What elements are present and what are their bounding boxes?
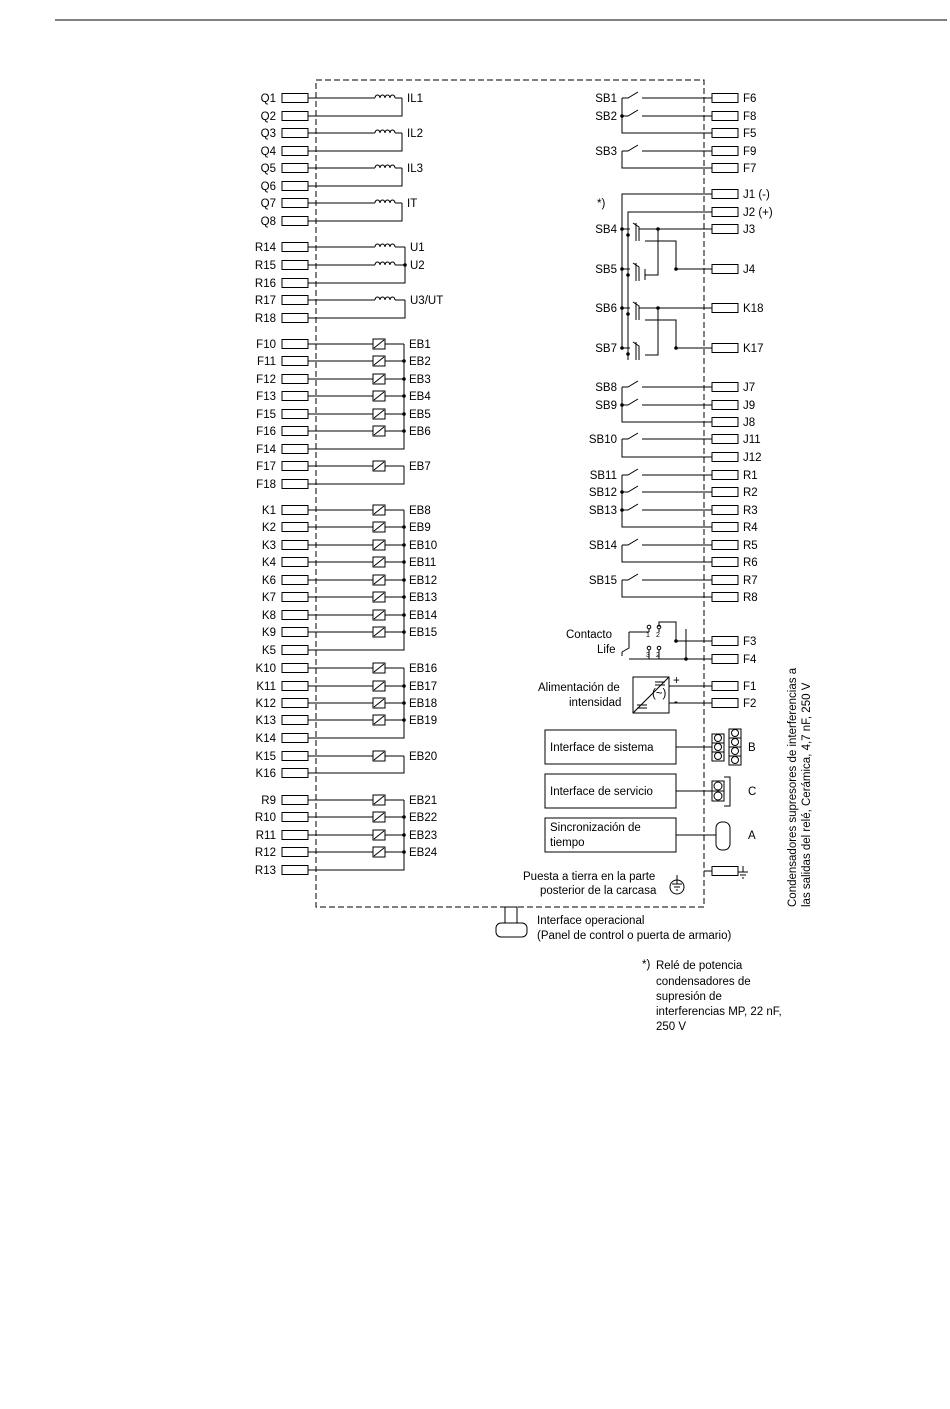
wire: [316, 300, 405, 318]
transformer-label: IL2: [407, 128, 423, 140]
left-terminal-label: F16: [256, 426, 276, 438]
right-terminal-label: F6: [743, 93, 757, 105]
left-terminal-label: K11: [256, 681, 276, 693]
interface-sync-port: A: [748, 830, 756, 842]
connector-b-hole: [715, 744, 722, 751]
left-terminal-label: F14: [256, 444, 276, 456]
binary-input-label: EB20: [409, 751, 438, 763]
binary-input-label: EB3: [409, 374, 431, 386]
right-terminal-label: F4: [743, 654, 757, 666]
left-terminal-label: K2: [261, 522, 276, 534]
relay-label: SB11: [589, 470, 617, 482]
left-terminal-block: [282, 506, 308, 515]
relay-contact: [622, 539, 704, 545]
binary-input-label: EB4: [409, 391, 431, 403]
wire: [316, 133, 402, 151]
junction-dot: [626, 312, 630, 316]
left-terminal-label: R9: [261, 795, 276, 807]
left-terminal-label: R12: [254, 847, 276, 859]
left-terminal-label: K10: [255, 663, 276, 675]
binary-input-label: EB10: [409, 540, 438, 552]
left-terminal-block: [282, 734, 308, 743]
relay-label: SB5: [595, 264, 617, 276]
coil-symbol: [375, 95, 395, 98]
left-terminal-label: K4: [261, 557, 276, 569]
junction-dot: [626, 273, 630, 277]
binary-input-label: EB19: [409, 715, 438, 727]
left-terminal-block: [282, 314, 308, 323]
right-terminal-block: [712, 471, 738, 480]
right-terminal-block: [712, 112, 738, 121]
left-terminal-label: K7: [261, 592, 276, 604]
left-terminal-block: [282, 682, 308, 691]
relay-label: SB8: [595, 382, 617, 394]
left-terminal-block: [282, 716, 308, 725]
right-terminal-label: R3: [743, 505, 758, 517]
transformer-label: U2: [410, 260, 425, 272]
relay-contact: [622, 381, 704, 387]
binary-input-label: EB8: [409, 505, 431, 517]
left-terminal-block: [282, 752, 308, 761]
left-terminal-block: [282, 261, 308, 270]
left-terminal-block: [282, 94, 308, 103]
operational-label-2: (Panel de control o puerta de armario): [537, 930, 732, 942]
binary-input-label: EB9: [409, 522, 431, 534]
transformer-label: U1: [410, 242, 425, 254]
left-terminal-block: [282, 611, 308, 620]
right-terminal-label: F2: [743, 698, 757, 710]
transformer-label: IL1: [407, 93, 423, 105]
earth-symbol: [738, 866, 748, 878]
left-terminal-block: [282, 375, 308, 384]
relay-contact: [622, 574, 704, 580]
footnote-line: 250 V: [656, 1021, 687, 1033]
left-terminal-label: K6: [261, 575, 276, 587]
junction-dot: [626, 233, 630, 237]
left-terminal-label: F18: [256, 479, 276, 491]
earth-label-1: Puesta a tierra en la parte: [523, 871, 656, 883]
right-terminal-block: [712, 164, 738, 173]
life-pin-3: 3: [646, 652, 650, 659]
footnote-marker: *): [642, 959, 651, 971]
relay-contact: [622, 433, 704, 439]
right-terminal-label: J4: [743, 264, 756, 276]
left-terminal-label: K15: [255, 751, 276, 763]
interface-system-port: B: [748, 742, 756, 754]
coil-symbol: [375, 262, 395, 265]
footnote-line: interferencias MP, 22 nF,: [656, 1006, 782, 1018]
relay-label: SB15: [588, 575, 617, 587]
connector-b-hole: [732, 730, 739, 737]
left-terminal-label: K8: [261, 610, 276, 622]
transformer-label: IL3: [407, 163, 423, 175]
life-contact-label-2: Life: [597, 644, 616, 656]
footnote-line: Relé de potencia: [656, 960, 743, 972]
operational-label-1: Interface operacional: [537, 915, 645, 927]
left-terminal-block: [282, 164, 308, 173]
relay-label: SB10: [588, 434, 617, 446]
right-terminal-block: [712, 383, 738, 392]
binary-input-label: EB12: [409, 575, 438, 587]
right-terminal-block: [712, 418, 738, 427]
right-terminal-block: [712, 435, 738, 444]
right-terminal-label: J3: [743, 224, 756, 236]
right-terminal-block: [712, 488, 738, 497]
junction-dot: [620, 114, 624, 118]
binary-input-label: EB22: [409, 812, 438, 824]
wire: [676, 747, 716, 835]
left-terminal-block: [282, 541, 308, 550]
left-terminal-label: Q1: [260, 93, 276, 105]
right-terminal-label: J7: [743, 382, 756, 394]
life-pin-4: 2: [656, 652, 660, 659]
power-supply-label-1: Alimentación de: [538, 682, 620, 694]
right-terminal-block: [712, 94, 738, 103]
earth-terminal-block: [712, 867, 738, 876]
relay-label: SB1: [595, 93, 617, 105]
junction-dot: [674, 346, 678, 350]
interface-system-text: Interface de sistema: [550, 742, 654, 754]
left-terminal-block: [282, 558, 308, 567]
left-terminal-label: R15: [254, 260, 276, 272]
left-terminal-label: Q2: [260, 111, 276, 123]
wire: [316, 756, 404, 773]
left-terminal-block: [282, 848, 308, 857]
right-terminal-label: J2 (+): [743, 207, 773, 219]
left-terminal-label: Q6: [260, 181, 276, 193]
left-terminal-label: K3: [261, 540, 276, 552]
wire: [316, 168, 402, 186]
transformer-label: U3/UT: [410, 295, 444, 307]
interface-service-port: C: [748, 786, 757, 798]
left-terminal-label: K13: [255, 715, 276, 727]
right-terminal-block: [712, 225, 738, 234]
junction-dot: [403, 263, 407, 267]
left-terminal-block: [282, 279, 308, 288]
junction-dot: [620, 403, 624, 407]
binary-input-label: EB21: [409, 795, 438, 807]
right-terminal-label: F3: [743, 636, 757, 648]
left-terminal-label: F13: [256, 391, 276, 403]
life-pin-2: 2: [656, 632, 660, 639]
left-terminal-block: [282, 796, 308, 805]
life-pin-1: 1: [646, 632, 650, 639]
right-terminal-block: [712, 637, 738, 646]
left-terminal-block: [282, 392, 308, 401]
left-terminal-label: R11: [255, 830, 276, 842]
life-contact: [622, 632, 704, 659]
right-terminal-block: [712, 344, 738, 353]
relay-label: SB7: [595, 343, 617, 355]
relay-contact: [622, 486, 704, 492]
right-terminal-block: [712, 699, 738, 708]
left-terminal-block: [282, 445, 308, 454]
left-terminal-block: [282, 523, 308, 532]
relay-contact: [622, 110, 704, 116]
life-contact: [629, 627, 659, 632]
right-terminal-block: [712, 190, 738, 199]
wire: [316, 203, 402, 221]
relay-label: SB13: [588, 505, 617, 517]
wire: [622, 580, 704, 597]
junction-dot: [620, 490, 624, 494]
left-terminal-block: [282, 427, 308, 436]
left-terminal-block: [282, 410, 308, 419]
right-terminal-label: F5: [743, 128, 757, 140]
left-terminal-label: F15: [256, 409, 276, 421]
right-terminal-block: [712, 453, 738, 462]
connector-b-hole: [715, 753, 722, 760]
left-terminal-block: [282, 340, 308, 349]
relay-label: SB3: [595, 146, 617, 158]
left-terminal-block: [282, 357, 308, 366]
binary-input-label: EB15: [409, 627, 438, 639]
binary-input-label: EB13: [409, 592, 438, 604]
left-terminal-label: R10: [254, 812, 276, 824]
asterisk-marker: *): [597, 198, 606, 210]
right-terminal-label: J8: [743, 417, 756, 429]
power-minus: -: [674, 696, 678, 708]
binary-input-label: EB16: [409, 663, 438, 675]
left-terminal-block: [282, 866, 308, 875]
right-side: [589, 92, 773, 710]
right-terminal-label: J9: [743, 400, 756, 412]
right-terminal-block: [712, 593, 738, 602]
left-terminal-block: [282, 112, 308, 121]
side-note-line-1: Condensadores supresores de interferencias a: [787, 667, 799, 907]
left-terminal-label: R16: [254, 278, 276, 290]
wire: [622, 151, 704, 168]
left-terminal-block: [282, 182, 308, 191]
relay-label: SB6: [595, 303, 617, 315]
left-terminal-label: K1: [261, 505, 276, 517]
wire: [645, 229, 658, 280]
left-terminal-block: [282, 129, 308, 138]
left-terminal-label: Q5: [260, 163, 276, 175]
left-terminal-block: [282, 664, 308, 673]
interface-service-text: Interface de servicio: [550, 786, 653, 798]
left-terminal-label: K16: [255, 768, 276, 780]
left-terminal-label: Q7: [260, 198, 276, 210]
binary-input-label: EB18: [409, 698, 438, 710]
left-terminal-block: [282, 593, 308, 602]
coil-symbol: [375, 244, 395, 247]
wire: [645, 308, 658, 355]
left-terminal-label: F11: [257, 356, 276, 368]
footnote-line: condensadores de: [656, 976, 751, 988]
right-terminal-label: J12: [743, 452, 762, 464]
relay-contact: [622, 469, 704, 475]
right-terminal-label: R5: [743, 540, 758, 552]
interface-sync-text-1: Sincronización de: [550, 822, 641, 834]
right-terminal-label: R8: [743, 592, 758, 604]
right-terminal-label: F7: [743, 163, 757, 175]
left-terminal-label: K14: [255, 733, 276, 745]
left-terminal-block: [282, 296, 308, 305]
right-terminal-label: J11: [743, 434, 761, 446]
left-terminal-label: F17: [256, 461, 276, 473]
wire: [316, 466, 404, 484]
right-terminal-label: R2: [743, 487, 758, 499]
binary-input-label: EB23: [409, 830, 438, 842]
connector-b-hole: [732, 739, 739, 746]
power-supply-label-2: intensidad: [569, 697, 622, 709]
power-plus: +: [673, 675, 680, 687]
wire: [622, 439, 704, 457]
wire: [316, 98, 402, 116]
binary-input-label: EB24: [409, 847, 438, 859]
left-terminal-label: Q3: [260, 128, 276, 140]
coil-symbol: [375, 130, 395, 133]
relay-contact: [622, 504, 704, 510]
relay-contact: [622, 399, 704, 405]
binary-input-label: EB11: [409, 557, 437, 569]
left-terminal-label: R18: [254, 313, 276, 325]
right-terminal-block: [712, 265, 738, 274]
connector-c-hole: [714, 792, 722, 800]
right-terminal-label: R7: [743, 575, 758, 587]
power-converter-tilde: (~): [652, 688, 667, 700]
footnote-line: supresión de: [656, 991, 722, 1003]
left-terminal-label: K9: [261, 627, 276, 639]
right-terminal-block: [712, 682, 738, 691]
right-terminal-block: [712, 304, 738, 313]
interface-sync-text-2: tiempo: [550, 837, 585, 849]
right-terminal-label: J1 (-): [743, 189, 770, 201]
left-terminal-block: [282, 243, 308, 252]
left-terminal-block: [282, 576, 308, 585]
right-terminal-block: [712, 541, 738, 550]
wire: [622, 475, 704, 527]
junction-dot: [620, 508, 624, 512]
connector-b-hole: [732, 757, 739, 764]
left-terminal-label: F12: [256, 374, 276, 386]
right-terminal-block: [712, 523, 738, 532]
life-contact-label-1: Contacto: [566, 629, 613, 641]
power-relay-contact: [622, 302, 639, 320]
left-terminal-label: Q8: [260, 216, 276, 228]
left-terminal-block: [282, 646, 308, 655]
left-terminal-block: [282, 462, 308, 471]
junction-dot: [626, 352, 630, 356]
operational-plug: [496, 923, 527, 937]
coil-symbol: [375, 200, 395, 203]
relay-label: SB14: [588, 540, 617, 552]
left-terminal-label: F10: [256, 339, 276, 351]
junction-dot: [674, 639, 678, 643]
left-terminal-block: [282, 628, 308, 637]
left-terminal-block: [282, 480, 308, 489]
power-relay-contact: [622, 263, 639, 281]
life-pin-circle: [657, 646, 661, 650]
left-terminal-block: [282, 831, 308, 840]
life-pin-circle: [647, 625, 651, 629]
operational-plug-stem: [505, 907, 517, 923]
wire: [622, 545, 704, 562]
right-terminal-label: F1: [743, 681, 757, 693]
left-terminal-label: K5: [261, 645, 276, 657]
right-terminal-block: [712, 506, 738, 515]
right-terminal-label: F9: [743, 146, 757, 158]
right-terminal-block: [712, 558, 738, 567]
right-terminal-block: [712, 576, 738, 585]
wire: [645, 320, 704, 348]
right-terminal-label: K17: [743, 343, 764, 355]
connector-b-hole: [715, 735, 722, 742]
earth-label-2: posterior de la carcasa: [540, 885, 657, 897]
left-terminal-label: R17: [254, 295, 276, 307]
binary-input-label: EB17: [409, 681, 438, 693]
right-terminal-label: R4: [743, 522, 758, 534]
relay-label: SB4: [595, 224, 617, 236]
left-terminal-block: [282, 699, 308, 708]
left-terminal-label: R14: [254, 242, 276, 254]
left-terminal-block: [282, 769, 308, 778]
wire: [659, 622, 704, 641]
left-terminal-block: [282, 813, 308, 822]
life-pin-circle: [647, 646, 651, 650]
transformer-label: IT: [407, 198, 418, 210]
coil-symbol: [375, 297, 395, 300]
right-terminal-label: K18: [743, 303, 764, 315]
left-terminal-block: [282, 147, 308, 156]
connector-a: [716, 822, 730, 850]
right-terminal-label: F8: [743, 111, 757, 123]
relay-contact: [622, 92, 704, 98]
left-terminal-label: R13: [254, 865, 276, 877]
left-terminal-block: [282, 199, 308, 208]
power-relay-contact: [622, 342, 639, 360]
binary-input-label: EB5: [409, 409, 431, 421]
connector-c-frame: [724, 777, 730, 806]
relay-label: SB2: [595, 111, 617, 123]
relay-label: SB12: [588, 487, 617, 499]
wire: [622, 194, 704, 348]
binary-input-label: EB7: [409, 461, 431, 473]
side-note-line-2: las salidas del relé, Cerámica, 4,7 nF, 250 V: [801, 682, 813, 907]
wire: [645, 241, 704, 269]
connector-c-hole: [714, 782, 722, 790]
right-terminal-block: [712, 208, 738, 217]
right-terminal-block: [712, 129, 738, 138]
relay-label: SB9: [595, 400, 617, 412]
right-terminal-label: R6: [743, 557, 758, 569]
binary-input-label: EB1: [409, 339, 431, 351]
left-terminal-label: K12: [255, 698, 276, 710]
junction-dot: [674, 267, 678, 271]
right-terminal-block: [712, 655, 738, 664]
binary-input-label: EB6: [409, 426, 431, 438]
power-relay-contact: [622, 223, 639, 241]
right-terminal-label: R1: [743, 470, 758, 482]
right-terminal-block: [712, 147, 738, 156]
relay-contact: [622, 145, 704, 151]
connector-b-hole: [732, 748, 739, 755]
binary-input-label: EB14: [409, 610, 438, 622]
left-side: [255, 93, 443, 877]
left-terminal-block: [282, 217, 308, 226]
coil-symbol: [375, 165, 395, 168]
left-terminal-label: Q4: [260, 146, 276, 158]
binary-input-label: EB2: [409, 356, 431, 368]
right-terminal-block: [712, 401, 738, 410]
